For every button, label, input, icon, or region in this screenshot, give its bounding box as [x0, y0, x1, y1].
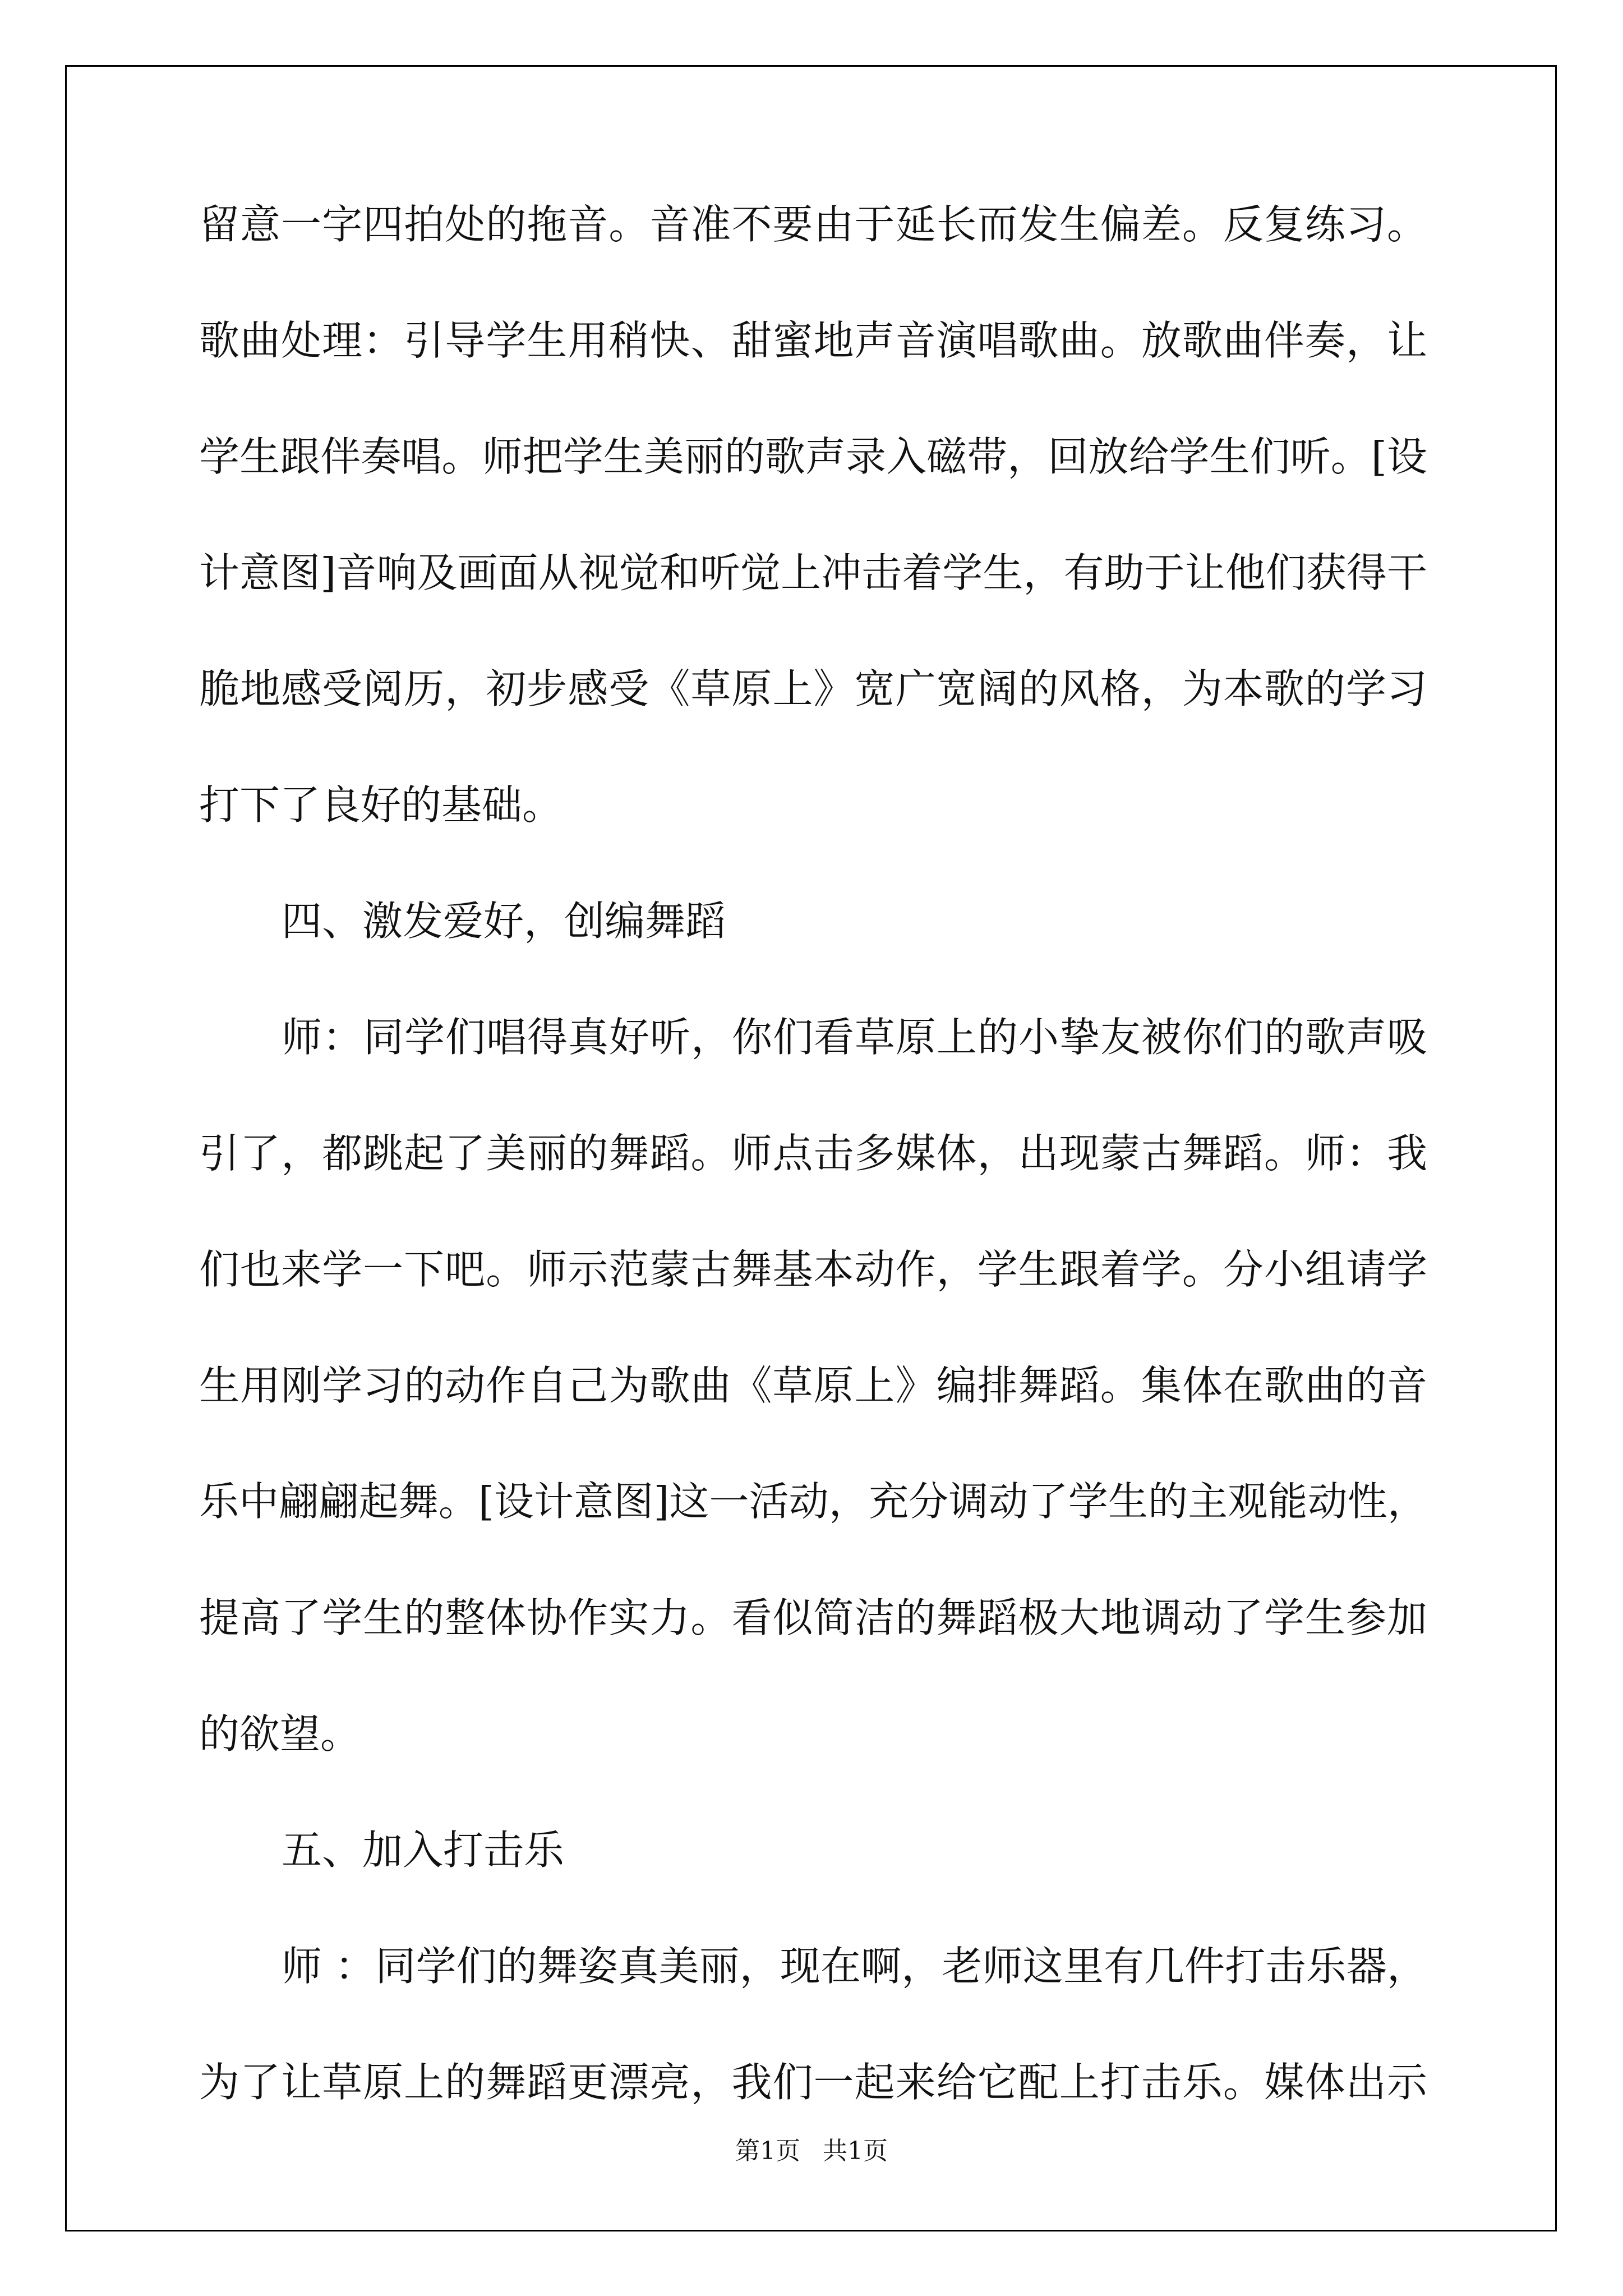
page-total: 共1页: [823, 2137, 888, 2165]
page-footer: [0, 2131, 1623, 2166]
text-line: 生用刚学习的动作自己为歌曲《草原上》编排舞蹈。集体在歌曲的音: [199, 1362, 1427, 1409]
text-line: 师 ：同学们的舞姿真美丽，现在啊，老师这里有几件打击乐器，: [282, 1943, 1427, 1990]
text-line: 留意一字四拍处的拖音。音准不要由于延长而发生偏差。反复练习。: [199, 201, 1427, 248]
text-line: 歌曲处理：引导学生用稍快、甜蜜地声音演唱歌曲。放歌曲伴奏，让: [199, 317, 1427, 364]
page-number: 第1页: [735, 2137, 800, 2165]
document-body: [199, 199, 1427, 2173]
section-heading: 五、加入打击乐: [282, 1826, 565, 1874]
text-line: 们也来学一下吧。师示范蒙古舞基本动作，学生跟着学。分小组请学: [199, 1246, 1427, 1293]
text-line: 引了，都跳起了美丽的舞蹈。师点击多媒体，出现蒙古舞蹈。师：我: [199, 1130, 1427, 1177]
text-line: 学生跟伴奏唱。师把学生美丽的歌声录入磁带，回放给学生们听。[设: [199, 433, 1427, 480]
text-line: 乐中翩翩起舞。[设计意图]这一活动，充分调动了学生的主观能动性，: [199, 1478, 1427, 1525]
text-line: 为了让草原上的舞蹈更漂亮，我们一起来给它配上打击乐。媒体出示: [199, 2059, 1427, 2106]
text-line: 打下了良好的基础。: [199, 781, 563, 829]
text-line: 脆地感受阅历，初步感受《草原上》宽广宽阔的风格，为本歌的学习: [199, 665, 1427, 712]
text-line: 提高了学生的整体协作实力。看似简洁的舞蹈极大地调动了学生参加: [199, 1594, 1427, 1641]
text-line: 的欲望。: [199, 1710, 361, 1757]
section-heading: 四、激发爱好，创编舞蹈: [282, 898, 726, 945]
text-line: 计意图]音响及画面从视觉和听觉上冲击着学生，有助于让他们获得干: [199, 549, 1427, 596]
text-line: 师：同学们唱得真好听，你们看草原上的小挚友被你们的歌声吸: [282, 1014, 1427, 1061]
